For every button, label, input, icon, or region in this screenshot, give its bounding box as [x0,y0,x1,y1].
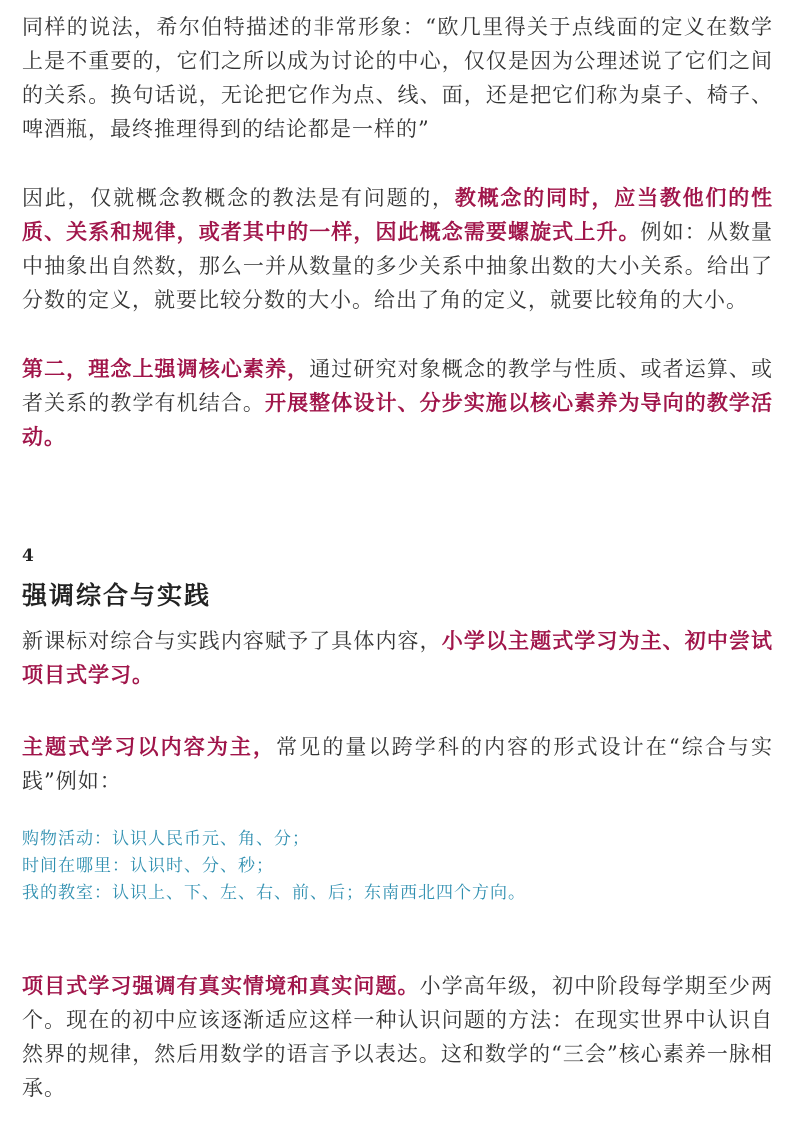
paragraph-theme-learning [22,730,773,798]
text: 常见的量以跨学科的内容的形式设计在“综合与实践”例如： [22,735,774,793]
highlight-text: 小学以主题式学习为主、初中尝试项目式学习。 [22,628,774,687]
highlight-text: 第二，理念上强调核心素养， [22,356,310,381]
paragraph-project-learning [22,969,773,1105]
text: 小学高年级，初中阶段每学期至少两个。现在的初中应该逐渐适应这样一种认识问题的方法：在现实世界中认识自然界的规律，然后用数学的语言予以表达。这和数学的“三会”核心素养一脉相承。 [22,974,774,1100]
examples-list [22,826,773,907]
list-item: 时间在哪里：认识时、分、秒； [22,856,274,876]
highlight-text: 项目式学习强调有真实情境和真实问题。 [22,973,420,998]
paragraph-core-literacy [22,352,773,454]
list-item: 购物活动：认识人民币元、角、分； [22,829,310,849]
text: 通过研究对象概念的教学与性质、或者运算、或者关系的教学有机结合。 [22,357,774,415]
section-title: 强调综合与实践 [22,581,212,610]
paragraph-concepts [22,181,773,317]
text: 例如：从数量中抽象出自然数，那么一并从数量的多少关系中抽象出数的大小关系。给出了分数的定义，就要比较分数的大小。给出了角的定义，就要比较角的大小。 [22,220,774,312]
highlight-text: 主题式学习以内容为主， [22,734,277,759]
text: 新课标对综合与实践内容赋予了具体内容， [22,629,442,653]
highlight-text: 教概念的同时，应当教他们的性质、关系和规律，或者其中的一样，因此概念需要螺旋式上升。 [22,185,773,244]
section-number: 4 [22,546,34,566]
paragraph-hilbert: 同样的说法，希尔伯特描述的非常形象：“欧几里得关于点线面的定义在数学上是不重要的，它们之所以成为讨论的中心，仅仅是因为公理述说了它们之间的关系。换句话说，无论把它作为点、线、面，还是把它们称为桌子、椅子、啤酒瓶，最终推理得到的结论都是一样的” [22,15,773,141]
paragraph-practice [22,624,773,692]
list-item: 我的教室：认识上、下、左、右、前、后；东南西北四个方向。 [22,883,526,903]
highlight-text: 开展整体设计、分步实施以核心素养为导向的教学活动。 [22,390,773,449]
text: 因此，仅就概念教概念的教法是有问题的， [22,186,455,210]
